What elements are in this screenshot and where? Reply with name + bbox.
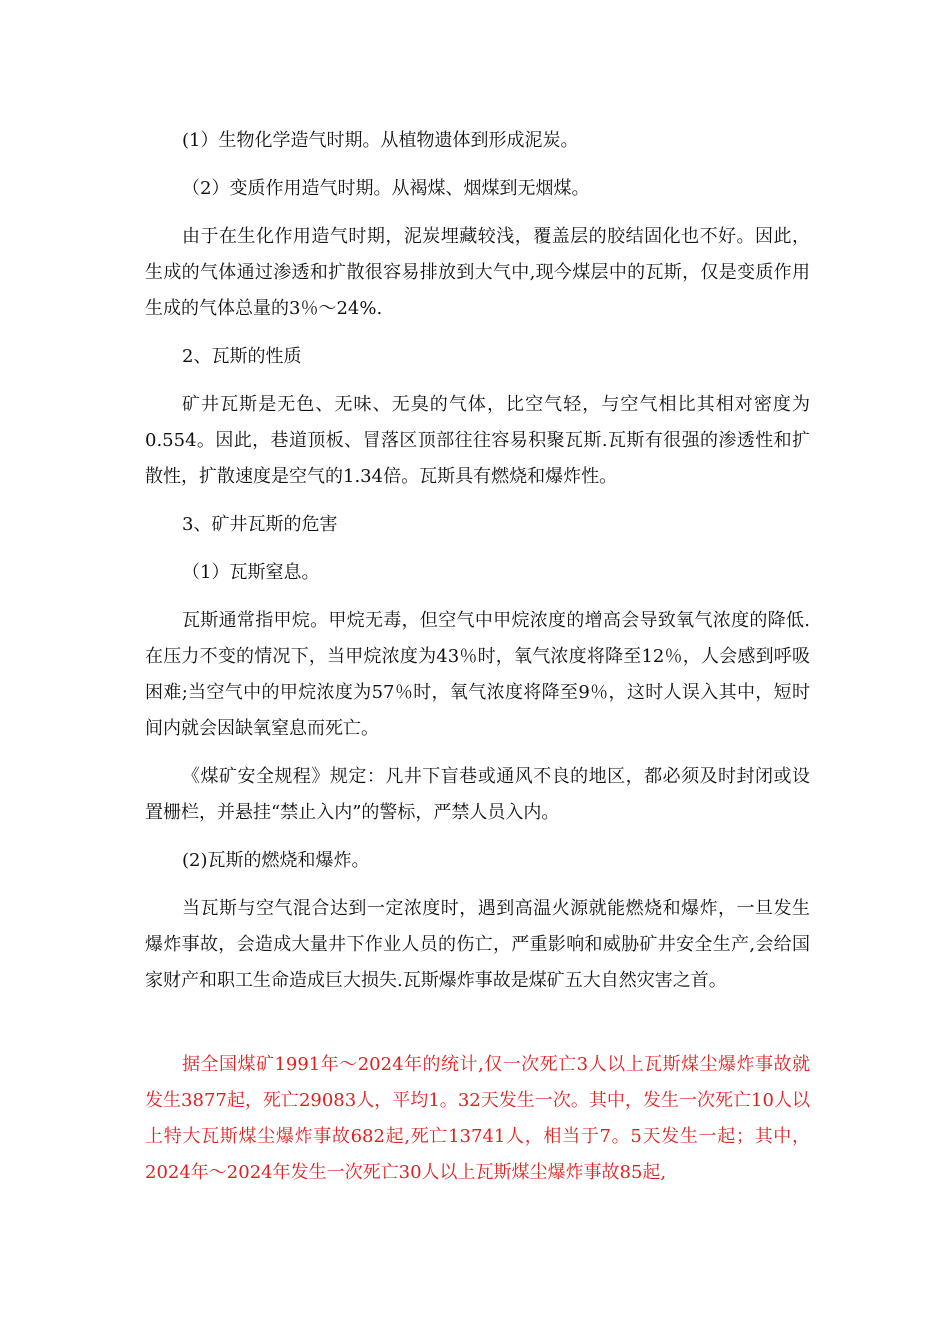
stage-1-paragraph: (1）生物化学造气时期。从植物遗体到形成泥炭。 xyxy=(182,130,579,151)
section-2-heading: 2、瓦斯的性质 xyxy=(182,346,302,367)
regulation-paragraph: 《煤矿安全规程》规定：凡井下盲巷或通风不良的地区，都必须及时封闭或设置栅栏，并悬挂“禁止入内”的警标，严禁人员入内。 xyxy=(145,766,810,823)
hazard-1-heading: （1）瓦斯窒息。 xyxy=(182,562,320,583)
suffocation-paragraph: 瓦斯通常指甲烷。甲烷无毒，但空气中甲烷浓度的增高会导致氧气浓度的降低.在压力不变的情况下，当甲烷浓度为43％时，氧气浓度将降至12％，人会感到呼吸困难;当空气中的甲烷浓度为57％时，氧气浓度将降至9％，这时人误入其中，短时间内就会因缺氧窒息而死亡。 xyxy=(145,610,810,739)
gas-properties-paragraph: 矿井瓦斯是无色、无味、无臭的气体，比空气轻，与空气相比其相对密度为0.554。因此，巷道顶板、冒落区顶部往往容易积聚瓦斯.瓦斯有很强的渗透性和扩散性，扩散速度是空气的1.34倍。瓦斯具有燃烧和爆炸性。 xyxy=(145,394,810,487)
gas-origin-paragraph: 由于在生化作用造气时期，泥炭埋藏较浅，覆盖层的胶结固化也不好。因此，生成的气体通过渗透和扩散很容易排放到大气中,现今煤层中的瓦斯，仅是变质作用生成的气体总量的3％～24%. xyxy=(145,226,810,319)
statistics-paragraph: 据全国煤矿1991年～2024年的统计,仅一次死亡3人以上瓦斯煤尘爆炸事故就发生3877起，死亡29083人，平均1。32天发生一次。其中，发生一次死亡10人以上特大瓦斯煤尘爆炸事故682起,死亡13741人，相当于7。5天发生一起；其中，2024年～2024年发生一次死亡30人以上瓦斯煤尘爆炸事故85起, xyxy=(145,1054,810,1183)
explosion-paragraph: 当瓦斯与空气混合达到一定浓度时，遇到高温火源就能燃烧和爆炸，一旦发生爆炸事故，会造成大量井下作业人员的伤亡，严重影响和威胁矿井安全生产,会给国家财产和职工生命造成巨大损失.瓦斯爆炸事故是煤矿五大自然灾害之首。 xyxy=(145,898,810,991)
hazard-2-heading: (2)瓦斯的燃烧和爆炸。 xyxy=(182,850,370,871)
section-3-heading: 3、矿井瓦斯的危害 xyxy=(182,514,338,535)
stage-2-paragraph: （2）变质作用造气时期。从褐煤、烟煤到无烟煤。 xyxy=(182,178,590,199)
